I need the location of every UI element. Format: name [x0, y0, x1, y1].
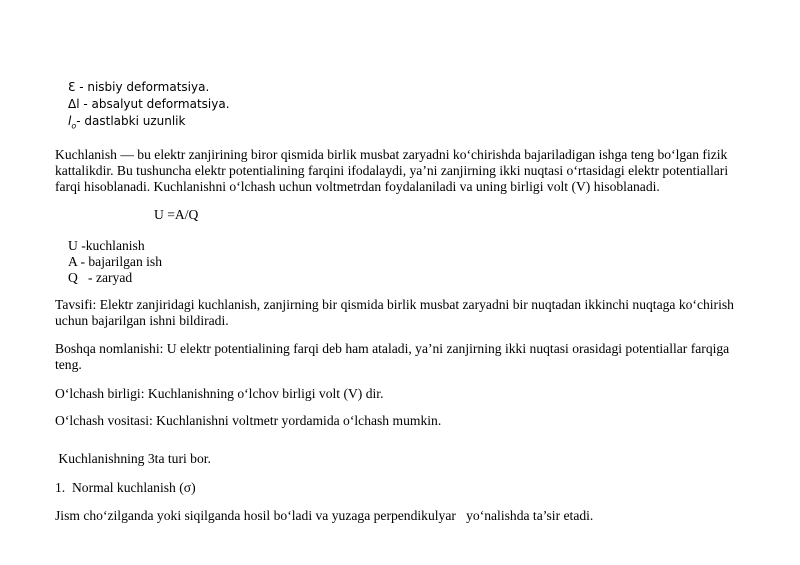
variable-a: A - bajarilgan ish: [68, 254, 163, 269]
paragraph-text: Boshqa nomlanishi: U elektr potentialining farqi deb ham ataladi, ya’ni zanjirning ikki nuqtasi orasidagi potentiallar farqiga teng.: [55, 341, 730, 372]
definition-text: - dastlabki uzunlik: [76, 114, 186, 128]
type-1-description: Jism cho‘zilganda yoki siqilganda hosil bo‘ladi va yuzaga perpendikulyar yo‘nalishda ta’sir etadi.: [55, 508, 594, 523]
symbol-delta-l: Δl: [68, 97, 80, 111]
symbol-l: l: [68, 114, 72, 128]
paragraph-definition: [55, 147, 745, 195]
paragraph-boshqa-nomlanishi: [55, 341, 745, 373]
definition-absolute-deformation: [68, 97, 230, 111]
formula: U =A/Q: [154, 207, 199, 222]
paragraph-tavsifi: [55, 297, 745, 329]
symbol-subscript: o: [71, 121, 77, 131]
types-intro: Kuchlanishning 3ta turi bor.: [55, 451, 211, 466]
definition-initial-length: [68, 114, 185, 130]
paragraph-text: Kuchlanish — bu elektr zanjirining biror qismida birlik musbat zaryadni ko‘chirishda bajariladigan ishga teng bo‘lgan fizik kattalikdir. Bu tushuncha elektr potentialining farqini ifodalaydi, ya’ni zanjirning ikki nuqtasi o‘rtasidagi elektr potentiallari farqi hisoblanadi. Kuchlanishni o‘lchash uchun voltmetrdan foydalaniladi va uning birligi volt (V) hisoblanadi.: [55, 147, 729, 194]
paragraph-olchash-birligi: O‘lchash birligi: Kuchlanishning o‘lchov birligi volt (V) dir.: [55, 386, 384, 401]
definition-text: - absalyut deformatsiya.: [79, 97, 230, 111]
type-1-heading: 1. Normal kuchlanish (σ): [55, 480, 196, 495]
paragraph-olchash-vositasi: O‘lchash vositasi: Kuchlanishni voltmetr yordamida o‘lchash mumkin.: [55, 413, 442, 428]
variable-u: U -kuchlanish: [68, 238, 145, 253]
definition-text: - nisbiy deformatsiya.: [75, 80, 210, 94]
definition-relative-deformation: [68, 80, 209, 94]
symbol-epsilon: Ɛ: [68, 80, 76, 94]
paragraph-text: Tavsifi: Elektr zanjiridagi kuchlanish, zanjirning bir qismida birlik musbat zaryadni bir nuqtadan ikkinchi nuqtaga ko‘chirish uchun bajarilgan ishni bildiradi.: [55, 297, 734, 328]
variable-q: Q - zaryad: [68, 270, 133, 285]
